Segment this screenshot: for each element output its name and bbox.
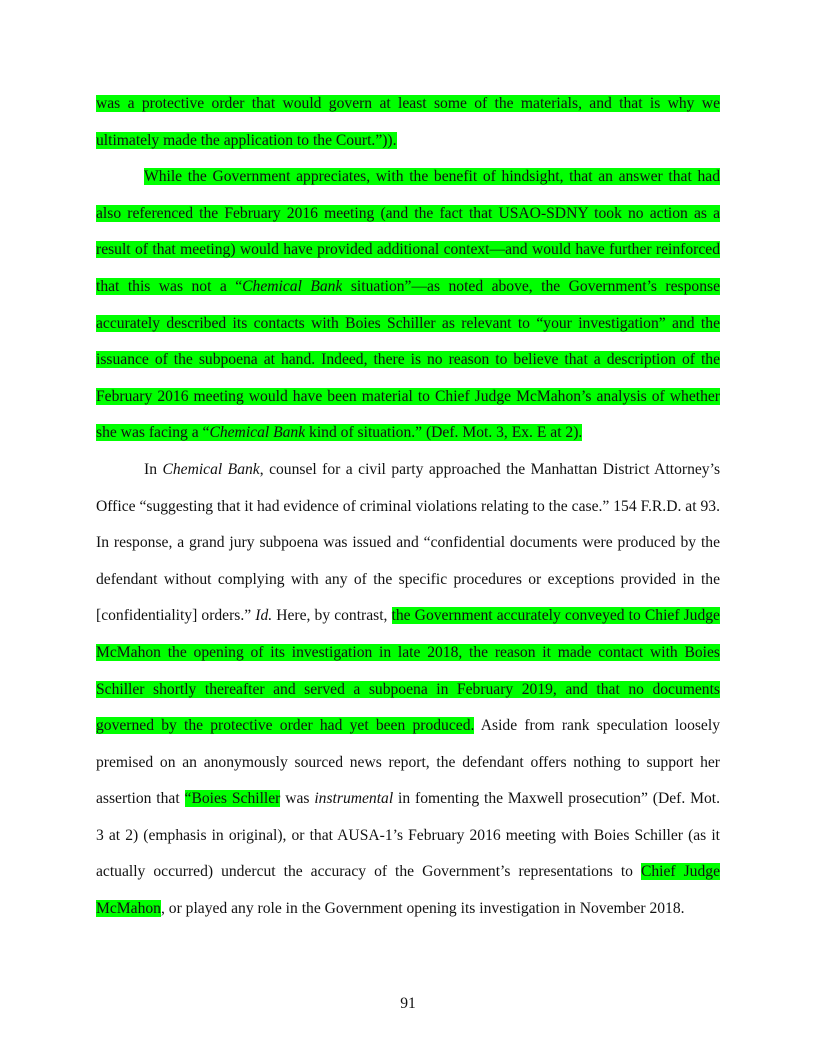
body-text: , or played any role in the Government opening its investigation in November 2018. xyxy=(160,900,685,918)
highlighted-text: “Boies Schiller xyxy=(184,790,281,808)
document-page xyxy=(96,86,720,928)
highlighted-text: the Government accurately conveyed to Chief Judge McMahon the opening of its investigation in late 2018, the reason it made contact with Boies Schiller shortly thereafter and served a subpoena in February 2019, and that no documents governed by the protective order had yet been produced. xyxy=(96,607,720,735)
body-text: Aside from rank speculation loosely premised on an anonymously sourced news report, the defendant offers nothing to support her assertion that xyxy=(96,717,720,808)
body-text: in fomenting the Maxwell prosecution” (Def. Mot. 3 at 2) (emphasis in original), or that AUSA-1’s February 2016 meeting with Boies Schiller (as it actually occurred) undercut the accuracy of the Government’s representations to xyxy=(96,790,720,881)
highlighted-text: kind of situation.” (Def. Mot. 3, Ex. E at 2). xyxy=(305,424,583,442)
body-text: Chemical Bank xyxy=(162,460,260,478)
highlighted-text: was a protective order that would govern at least some of the materials, and that is why we ultimately made the application to the Court.”)). xyxy=(96,95,720,149)
highlighted-text: situation”—as noted above, the Government’s response accurately described its contacts with Boies Schiller as relevant to “your investigation” and the issuance of the subpoena at hand. Indeed, there is no reason to believe that a description of the February 2016 meeting would have been material to Chief Judge McMahon’s analysis of whether she was facing a “ xyxy=(96,277,720,442)
page-number: 91 xyxy=(400,995,416,1012)
body-text: Id. xyxy=(255,607,273,625)
paragraph-chemical-bank xyxy=(96,452,720,928)
body-text: Here, by contrast, xyxy=(272,607,392,625)
body-text: , counsel for a civil party approached the Manhattan District Attorney’s Office “suggesting that it had evidence of criminal violations relating to the case.” 154 F.R.D. at 93. In response, a grand jury subpoena was issued and “confidential documents were produced by the defendant without complying with any of the specific procedures or exceptions provided in the [confidentiality] orders.” xyxy=(96,460,721,625)
body-text: In xyxy=(144,460,163,478)
highlighted-text: Chemical Bank xyxy=(209,424,306,442)
body-text: instrumental xyxy=(314,790,394,808)
highlighted-text: Chief Judge McMahon xyxy=(96,863,720,918)
body-text: was xyxy=(280,790,315,808)
paragraph-hindsight xyxy=(96,159,720,452)
highlighted-text: While the Government appreciates, with the benefit of hindsight, that an answer that had also referenced the February 2016 meeting (and the fact that USAO-SDNY took no action as a result of that meeting) would have provided additional context—and would have further reinforced that this was not a “ xyxy=(96,168,720,295)
paragraph-continuation xyxy=(96,86,720,159)
highlighted-text: Chemical Bank xyxy=(242,277,343,295)
